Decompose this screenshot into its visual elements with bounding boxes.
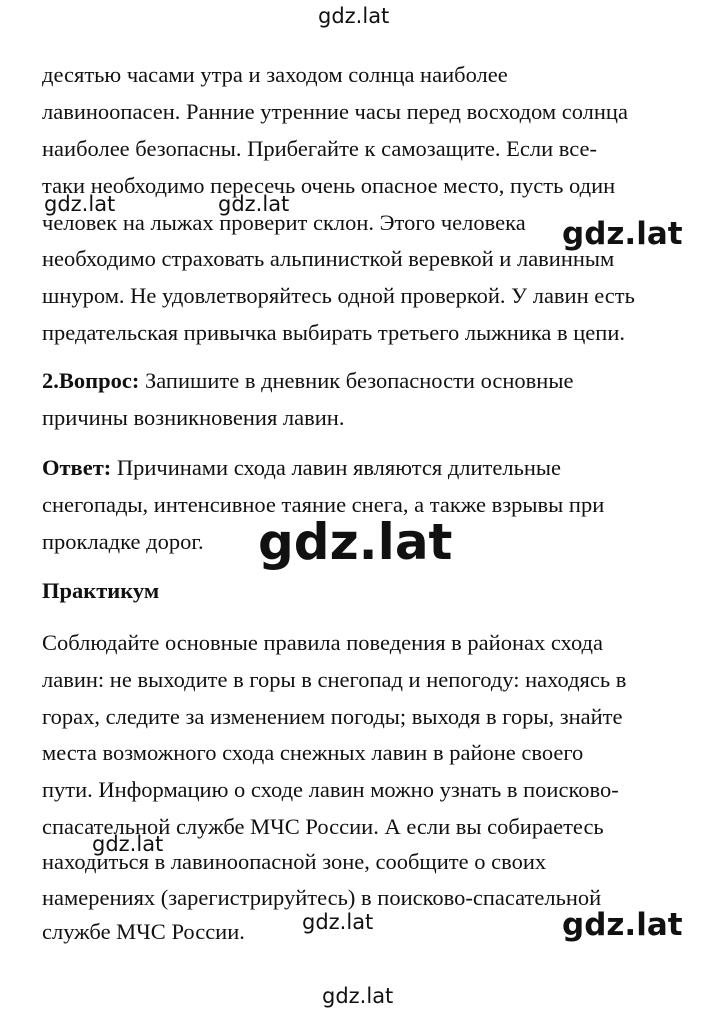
paragraph-line: наиболее безопасны. Прибегайте к самозащите. Если все-	[42, 136, 597, 161]
watermark-medium: gdz.lat	[562, 216, 683, 252]
question-line	[42, 368, 573, 394]
watermark-small: gdz.lat	[92, 832, 164, 856]
practicum-line: Соблюдайте основные правила поведения в районах схода	[42, 630, 603, 655]
watermark-large: gdz.lat	[258, 513, 453, 571]
practicum-line: лавин: не выходите в горы в снегопад и непогоду: находясь в	[42, 667, 627, 692]
paragraph-line: таки необходимо пересечь очень опасное место, пусть один	[42, 173, 616, 198]
answer-label: Ответ:	[42, 455, 112, 480]
watermark-small: gdz.lat	[302, 910, 374, 934]
watermark-bottom: gdz.lat	[322, 984, 394, 1008]
answer-line: снегопады, интенсивное таяние снега, а также взрывы при	[42, 492, 605, 517]
paragraph-line: необходимо страховать альпинисткой веревкой и лавинным	[42, 246, 615, 271]
practicum-line: пути. Информацию о сходе лавин можно узнать в поисково-	[42, 777, 619, 802]
practicum-line: горах, следите за изменением погоды; выходя в горы, знайте	[42, 704, 623, 729]
paragraph-line: шнуром. Не удовлетворяйтесь одной проверкой. У лавин есть	[42, 283, 635, 308]
answer-line: прокладке дорог.	[42, 529, 204, 554]
watermark-top: gdz.lat	[318, 4, 390, 28]
paragraph-line: лавиноопасен. Ранние утренние часы перед восходом солнца	[42, 99, 628, 124]
paragraph-line: человек на лыжах проверит склон. Этого человека	[42, 210, 526, 235]
question-label: 2.Вопрос:	[42, 368, 140, 393]
answer-line	[42, 455, 561, 481]
question-line: причины возникновения лавин.	[42, 405, 345, 430]
practicum-title: Практикум	[42, 578, 160, 603]
practicum-line: намерениях (зарегистрируйтесь) в поисково-спасательной	[42, 885, 602, 910]
practicum-line: спасательной службе МЧС России. А если вы собираетесь	[42, 814, 604, 839]
paragraph-line: предательская привычка выбирать третьего лыжника в цепи.	[42, 320, 626, 345]
watermark-small: gdz.lat	[44, 192, 116, 216]
watermark-small: gdz.lat	[218, 192, 290, 216]
practicum-line: службе МЧС России.	[42, 919, 245, 944]
paragraph-line: десятью часами утра и заходом солнца наиболее	[42, 62, 508, 87]
watermark-medium: gdz.lat	[562, 907, 683, 943]
practicum-line: места возможного схода снежных лавин в районе своего	[42, 740, 584, 765]
practicum-line: находиться в лавиноопасной зоне, сообщите о своих	[42, 849, 547, 874]
answer-text: Причинами схода лавин являются длительные	[111, 455, 561, 480]
question-text: Запишите в дневник безопасности основные	[139, 368, 574, 393]
